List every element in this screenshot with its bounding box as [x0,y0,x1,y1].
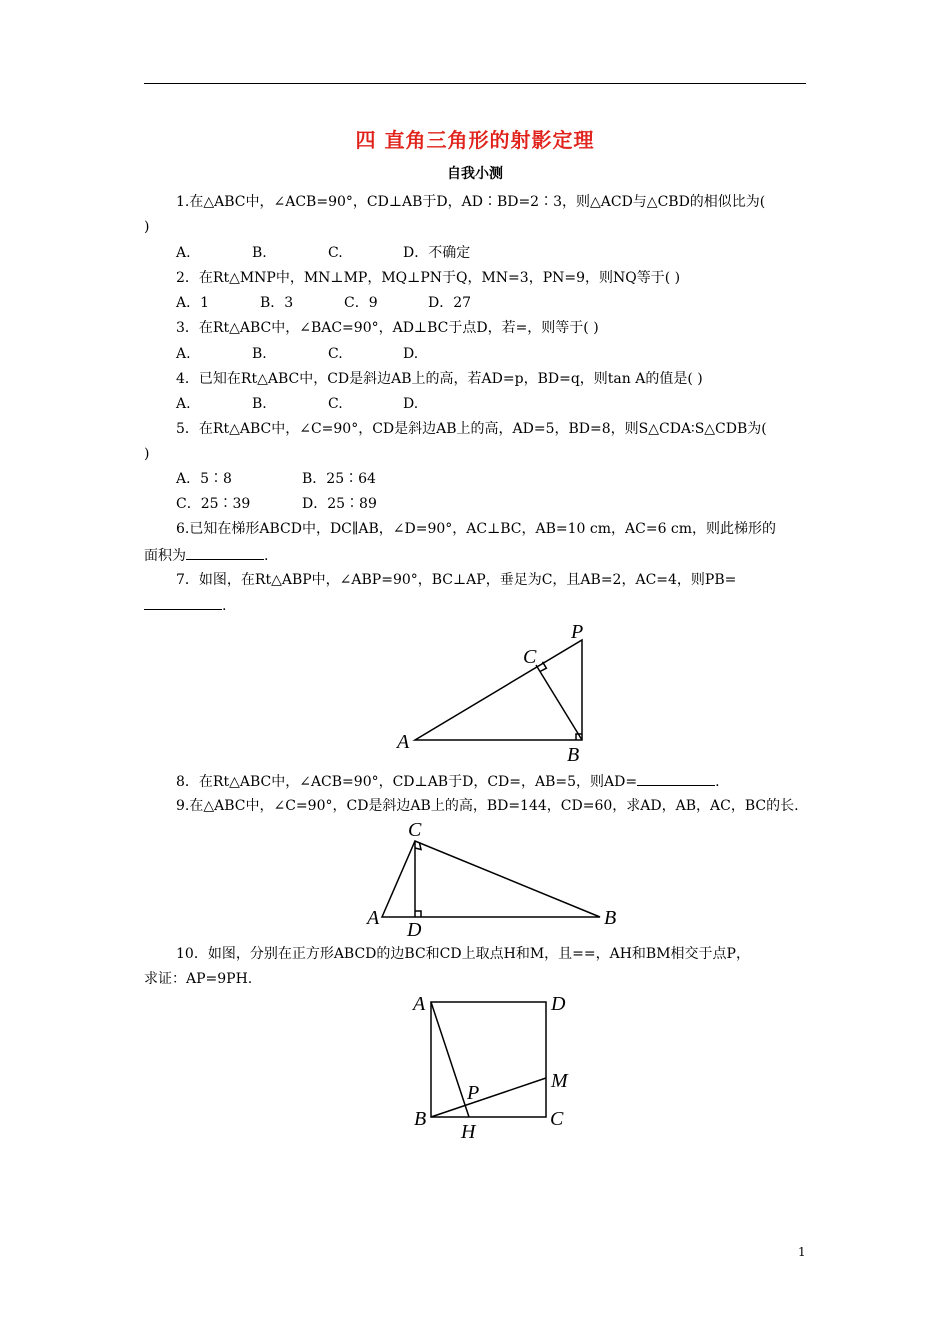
label-b: B [567,744,580,765]
q5-option-a: A．5∶8 [176,471,232,487]
q2-option-d: D．27 [428,295,472,311]
label-c: C [523,646,537,668]
label-a: A [413,993,426,1015]
q3-text: 3．在Rt△ABC中，∠BAC=90°，AD⊥BC于点D，若=，则等于( ) [176,320,599,336]
label-c: C [408,819,422,841]
q2-option-a: A．1 [176,295,210,311]
segment-bm [431,1078,546,1117]
q9-text: 9.在△ABC中，∠C=90°，CD是斜边AB上的高，BD=144，CD=60，求AD，AB，AC，BC的长. [176,798,799,814]
q4-text: 4．已知在Rt△ABC中，CD是斜边AB上的高，若AD=p，BD=q，则tan A的值是( ) [176,371,703,387]
q4-option-d: D. [403,396,419,412]
label-m: M [551,1070,568,1092]
q3-option-c: C. [328,346,343,362]
q5-option-b: B．25∶64 [302,471,376,487]
q5-text: 5．在Rt△ABC中，∠C=90°，CD是斜边AB上的高，AD=5，BD=8，则S△CDA∶S△CDB为( [176,421,767,437]
page-title: 四 直角三角形的射影定理 [355,128,595,152]
q2-option-c: C．9 [344,295,378,311]
square-abcd [431,1002,546,1117]
q4-option-c: C. [328,396,343,412]
q1-option-b: B. [252,245,267,261]
q6-text: 6.已知在梯形ABCD中，DC∥AB，∠D=90°，AC⊥BC，AB=10 cm，AC=6 cm，则此梯形的 [176,521,777,537]
q5-option-c: C．25∶39 [176,496,251,512]
q1-option-a: A. [176,245,191,261]
label-b: B [414,1108,427,1130]
q2-text: 2．在Rt△MNP中，MN⊥MP，MQ⊥PN于Q，MN=3，PN=9，则NQ等于( ) [176,270,681,286]
right-angle-mark-c [540,662,546,672]
label-d: D [407,919,422,940]
section-subtitle: 自我小测 [447,166,503,182]
label-p: P [467,1082,480,1104]
header-rule [144,83,806,84]
q1-option-c: C. [328,245,343,261]
q8-answer-blank[interactable] [637,772,715,786]
q6-answer-blank[interactable] [186,546,264,560]
page-number: 1 [798,1245,806,1259]
q10-text-cont: 求证：AP=9PH. [144,971,253,987]
q3-option-a: A. [176,346,191,362]
q5-option-d: D．25∶89 [302,496,377,512]
figure-triangle-abc [360,818,625,940]
q3-option-d: D. [403,346,419,362]
figure-square-abcd [405,985,580,1145]
q1-option-d: D．不确定 [403,245,471,261]
label-a: A [397,731,410,753]
right-angle-mark-c [415,843,421,850]
figure-triangle-abp [390,615,600,765]
q6-text-cont: 面积为 . [144,548,269,564]
q8-text: 8．在Rt△ABC中，∠ACB=90°，CD⊥AB于D，CD=，AB=5，则AD= . [176,774,720,790]
q4-option-b: B. [252,396,267,412]
q8-prompt: 8．在Rt△ABC中，∠ACB=90°，CD⊥AB于D，CD=，AB=5，则AD= [176,774,638,790]
segment-ah [431,1002,469,1117]
label-c: C [550,1108,564,1130]
label-b: B [604,907,617,929]
q6-prompt: 面积为 [144,548,186,564]
q2-option-b: B．3 [260,295,294,311]
q7-answer-blank[interactable] [144,596,222,610]
q7-text: 7．如图，在Rt△ABP中，∠ABP=90°，BC⊥AP，垂足为C，且AB=2，AC=4，则PB= [176,572,737,588]
q4-option-a: A. [176,396,191,412]
label-a: A [367,907,380,929]
q7-text-cont: . [144,596,809,615]
segment-bc [536,665,582,740]
triangle-abp [415,640,582,740]
q10-text: 10．如图，分别在正方形ABCD的边BC和CD上取点H和M，且==，AH和BM相交于点P， [176,946,750,962]
label-h: H [461,1121,476,1143]
q1-text-cont: ) [144,219,150,235]
label-p: P [571,621,584,643]
label-d: D [551,993,566,1015]
right-angle-mark-d [415,911,421,917]
q1-text: 1.在△ABC中，∠ACB=90°，CD⊥AB于D，AD∶BD=2∶3，则△ACD与△CBD的相似比为( [176,194,766,210]
q5-text-cont: ) [144,446,150,462]
q3-option-b: B. [252,346,267,362]
